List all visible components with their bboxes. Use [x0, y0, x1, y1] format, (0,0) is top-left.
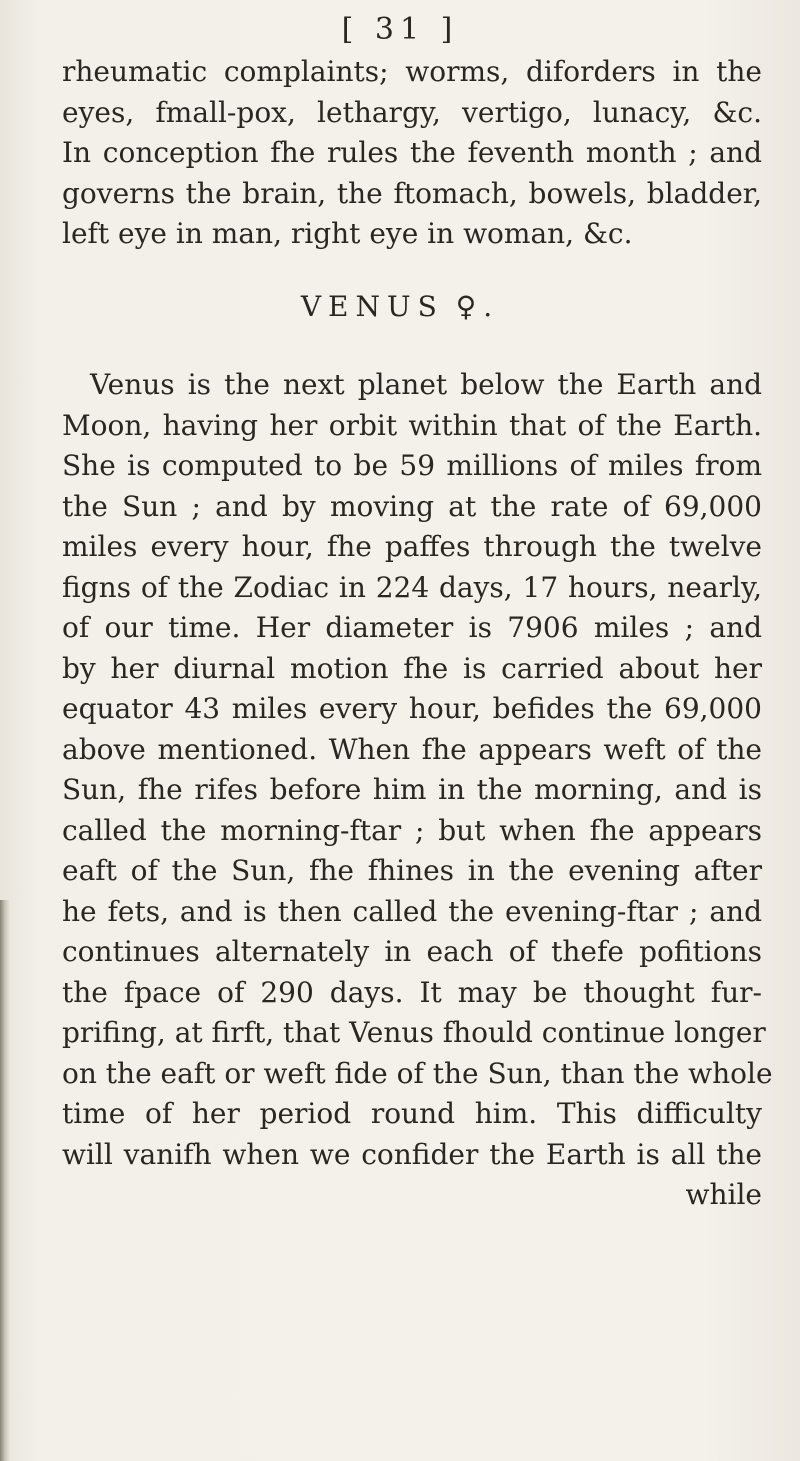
- venus-symbol-icon: ♀.: [455, 290, 500, 323]
- page-number: [ 31 ]: [341, 12, 459, 47]
- text-line: miles every hour, fhe paffes through the twelve: [62, 530, 762, 563]
- text-line: on the eaft or weft fide of the Sun, than the whole: [62, 1056, 773, 1090]
- text-line: prifing, at firft, that Venus fhould continue longer: [62, 1016, 766, 1049]
- text-line: eaft of the Sun, fhe fhines in the evening after: [62, 854, 762, 887]
- paragraph-venus: [62, 365, 773, 1216]
- text-line: Moon, having her orbit within that of the Earth.: [62, 408, 762, 442]
- text-line: the Sun ; and by moving at the rate of 69,000: [62, 489, 762, 523]
- text-line: Venus is the next planet below the Earth and: [90, 368, 762, 401]
- text-line: by her diurnal motion fhe is carried about her: [62, 651, 762, 685]
- heading-title: VENUS: [300, 290, 444, 323]
- catchword: while: [685, 1178, 762, 1211]
- paragraph-mercury-continued: [62, 52, 762, 255]
- text-line: continues alternately in each of thefe pofitions: [62, 935, 762, 968]
- text-line: he fets, and is then called the evening-ftar ; and: [62, 894, 762, 928]
- text-line: called the morning-ftar ; but when fhe appears: [62, 813, 762, 847]
- text-line: She is computed to be 59 millions of miles from: [62, 449, 762, 482]
- text-line: eyes, fmall-pox, lethargy, vertigo, lunacy, &c.: [62, 95, 762, 129]
- section-heading-venus: [0, 287, 800, 327]
- text-line: of our time. Her diameter is 7906 miles ; and: [62, 611, 762, 644]
- text-line: Sun, fhe rifes before him in the morning, and is: [62, 773, 762, 806]
- text-line: the fpace of 290 days. It may be thought fur-: [62, 975, 762, 1009]
- text-line: time of her period round him. This difficulty: [62, 1097, 762, 1130]
- spine-shadow: [0, 900, 10, 1461]
- text-line: will vanifh when we confider the Earth is all the: [62, 1137, 762, 1171]
- text-line: equator 43 miles every hour, befides the 69,000: [62, 692, 762, 725]
- text-line: figns of the Zodiac in 224 days, 17 hours, nearly,: [62, 570, 762, 604]
- text-line: governs the brain, the ftomach, bowels, bladder,: [62, 176, 762, 210]
- text-line: left eye in man, right eye in woman, &c.: [62, 217, 633, 250]
- text-line: above mentioned. When fhe appears weft of the: [62, 732, 762, 766]
- text-line: rheumatic complaints; worms, diforders in the: [62, 55, 762, 88]
- text-line: In conception fhe rules the feventh month ; and: [62, 136, 762, 169]
